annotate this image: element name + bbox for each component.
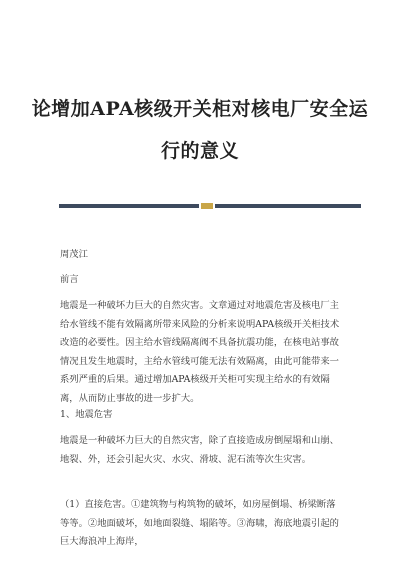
section-1-item-1: （1）直接危害。①建筑物与构筑物的破坏，如房屋倒塌、桥梁断落等等。②地面破坏，如地面裂缝、塌陷等。③海啸，海底地震引起的巨大海浪冲上海岸， [60,499,339,548]
divider-bar-right [215,204,361,208]
preface-heading: 前言 [60,274,79,285]
divider-bar-left [59,204,199,208]
abstract-paragraph: 地震是一种破坏力巨大的自然灾害。文章通过对地震危害及核电厂主给水管线不能有效隔离所带来风险的分析来说明APA核级开关柜技术改造的必要性。因主给水管线隔离阀不具备抗震功能，在核电站事故情况且发生地震时，主给水管线可能无法有效隔离，由此可能带来一系列严重的后果。通过增加APA核级开关柜可实现主给水的有效隔离，从而防止事故的进一步扩大。 [60,300,340,404]
document-title-line-2: 行的意义 [160,140,239,162]
divider-accent-mark [201,203,213,209]
document-title-line-1: 论增加APA核级开关柜对核电厂安全运 [31,98,369,120]
title-divider [59,203,361,209]
section-1-heading: 1、地震危害 [60,409,113,420]
author-name: 周茂江 [60,249,88,260]
section-1-paragraph: 地震是一种破坏力巨大的自然灾害，除了直接造成房倒屋塌和山崩、地裂、外，还会引起火灾、水灾、滑坡、泥石流等次生灾害。 [60,435,339,465]
